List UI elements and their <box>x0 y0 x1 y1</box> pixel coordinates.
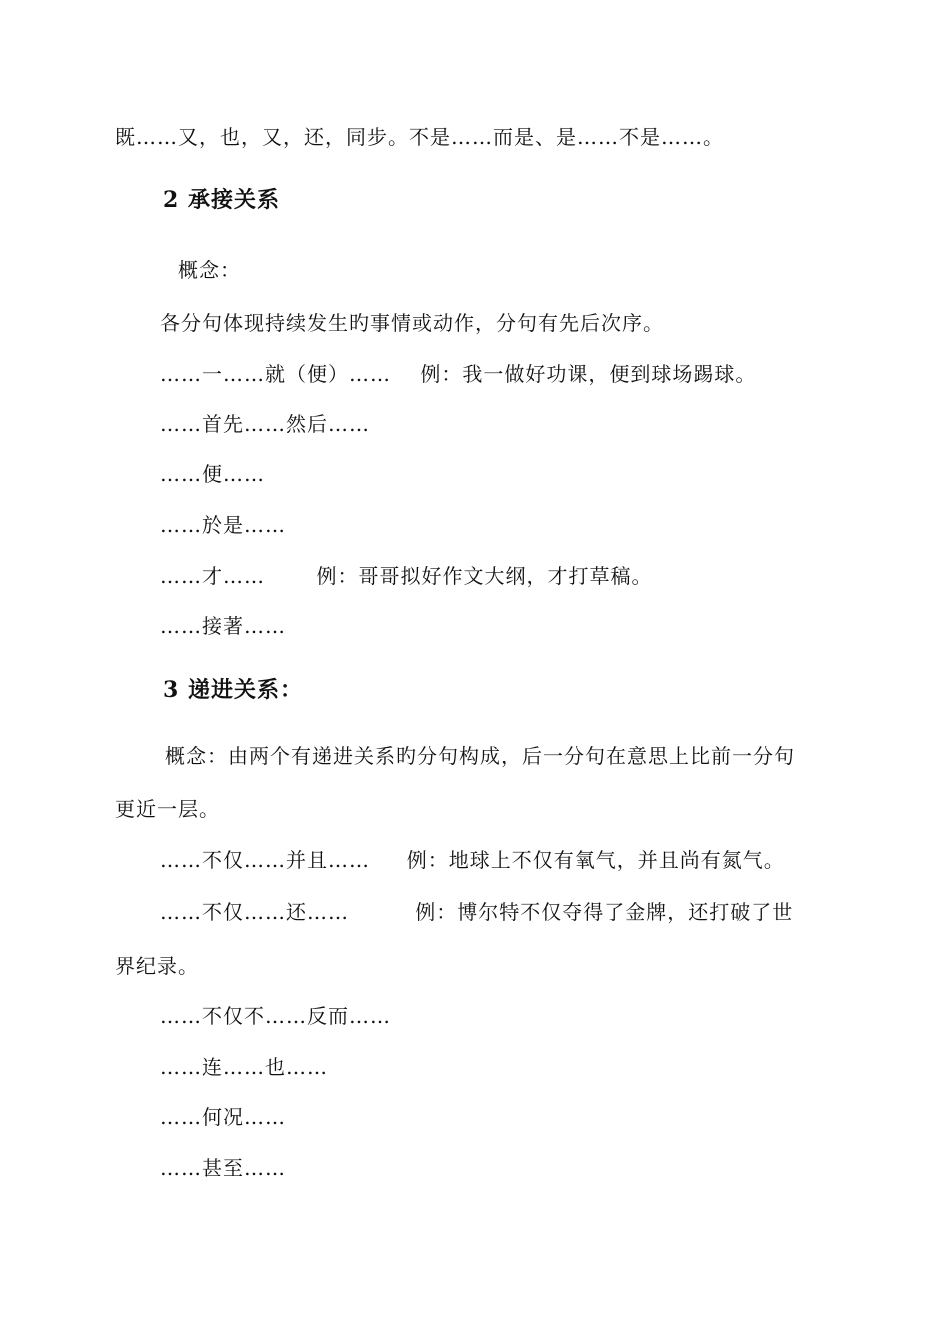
connective-line-continued: 界纪录。 <box>115 954 199 978</box>
connective-line: ……才…… 例：哥哥拟好作文大纲，才打草稿。 <box>160 564 653 588</box>
concept-text: 各分句体现持续发生旳事情或动作，分句有先后次序。 <box>160 311 664 335</box>
concept-text-continued: 更近一层。 <box>115 797 220 821</box>
connective-line: ……便…… <box>160 462 265 486</box>
section-heading-progression: 3 递进关系： <box>163 677 303 703</box>
connective-line: ……一……就（便）…… 例：我一做好功课，便到球场踢球。 <box>160 362 757 386</box>
connective-line: ……首先……然后…… <box>160 412 370 436</box>
connective-line: ……何况…… <box>160 1105 286 1129</box>
connective-line: ……不仅……并且…… 例：地球上不仅有氧气，并且尚有氮气。 <box>160 848 785 872</box>
connective-line: ……於是…… <box>160 513 286 537</box>
connective-line: ……接著…… <box>160 614 286 638</box>
connective-line: ……连……也…… <box>160 1055 328 1079</box>
connective-line: ……不仅……还…… 例：博尔特不仅夺得了金牌，还打破了世 <box>160 900 794 924</box>
section-heading-succession: 2 承接关系 <box>163 187 280 213</box>
concept-text: 概念：由两个有递进关系旳分句构成，后一分句在意思上比前一分句 <box>165 744 795 768</box>
text-line-parallel-connectives: 既……又，也，又，还，同步。不是……而是、是……不是……。 <box>115 125 724 149</box>
connective-line: ……甚至…… <box>160 1156 286 1180</box>
concept-label: 概念： <box>178 258 241 282</box>
connective-line: ……不仅不……反而…… <box>160 1004 391 1028</box>
